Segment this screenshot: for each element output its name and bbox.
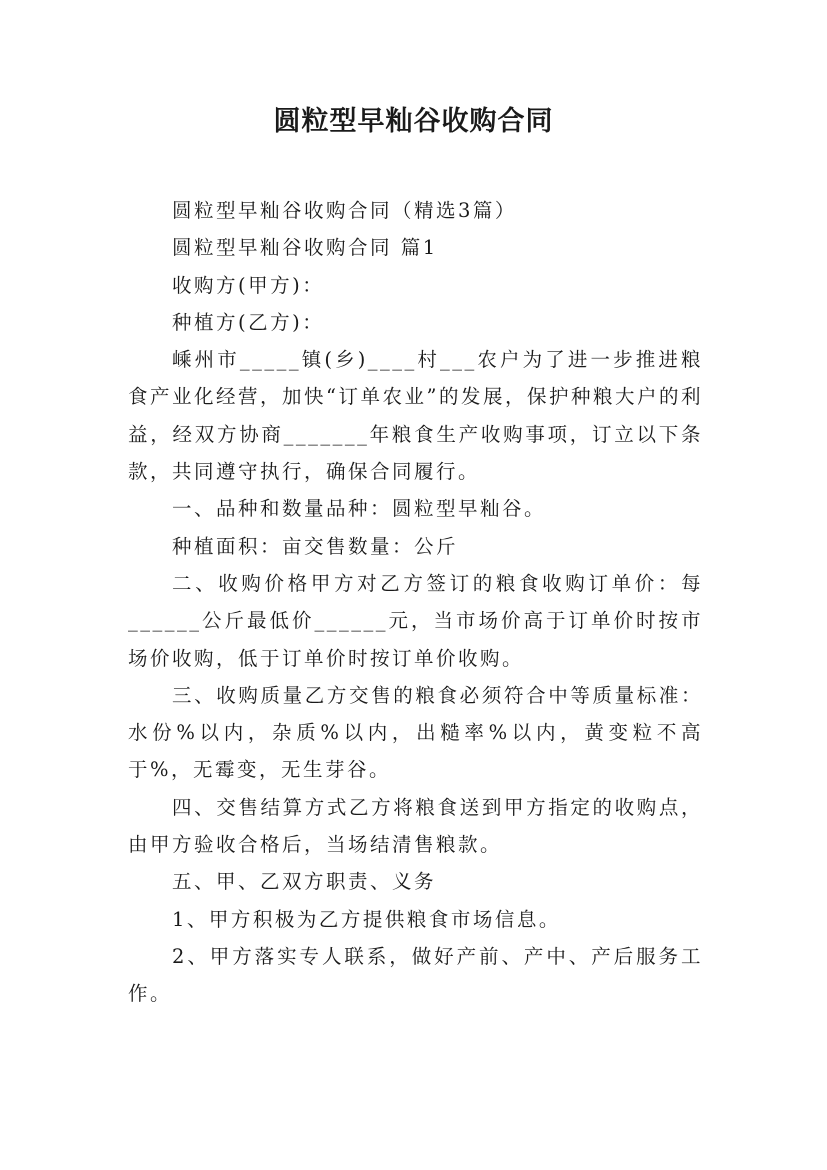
paragraph-subtitle: 圆粒型早籼谷收购合同（精选3篇）	[172, 199, 517, 222]
paragraph-clause-variety: 一、品种和数量品种：圆粒型早籼谷。	[172, 497, 547, 521]
paragraph-planting-area: 种植面积：亩交售数量：公斤	[172, 534, 459, 558]
paragraph-grower: 种植方(乙方)：	[172, 310, 325, 334]
paragraph-duty-1: 1、甲方积极为乙方提供粮食市场信息。	[172, 907, 561, 931]
paragraph-clause-duties: 五、甲、乙双方职责、义务	[172, 870, 437, 894]
paragraph-duty-2: 2、甲方落实专人联系，做好产前、产中、产后服务工作。	[128, 944, 703, 1006]
paragraph-clause-price: 二、收购价格甲方对乙方签订的粮食收购订单价：每______公斤最低价______元，当市场价高于订单价时按市场价收购，低于订单价时按订单价收购。	[128, 571, 703, 670]
paragraph-buyer: 收购方(甲方)：	[172, 273, 325, 297]
document-title: 圆粒型早籼谷收购合同	[273, 106, 554, 137]
paragraph-section-heading: 圆粒型早籼谷收购合同 篇1	[172, 236, 438, 260]
document-body	[128, 192, 703, 1013]
paragraph-clause-quality: 三、收购质量乙方交售的粮食必须符合中等质量标准：水份%以内，杂质%以内，出糙率%以内，黄变粒不高于%，无霉变，无生芽谷。	[128, 683, 703, 782]
paragraph-clause-settlement: 四、交售结算方式乙方将粮食送到甲方指定的收购点，由甲方验收合格后，当场结清售粮款。	[128, 795, 703, 857]
paragraph-preamble: 嵊州市_____镇(乡)____村___农户为了进一步推进粮食产业化经营，加快“订单农业”的发展，保护种粮大户的利益，经双方协商_______年粮食生产收购事项，订立以下条款，共同遵守执行，确保合同履行。	[128, 348, 703, 484]
